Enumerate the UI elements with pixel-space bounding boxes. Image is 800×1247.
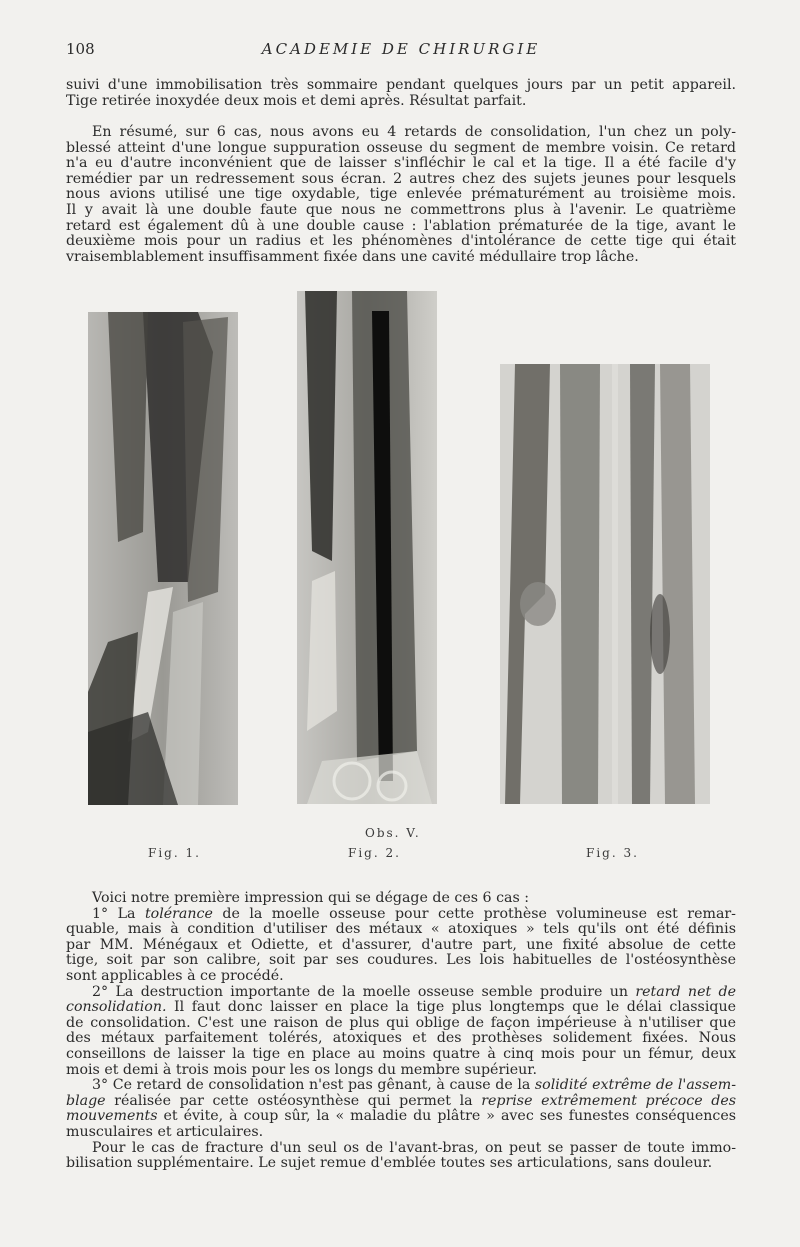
xray-figure-2 <box>297 291 437 804</box>
xray-figure-1 <box>88 312 238 805</box>
text-line: 1° La tolérance de la moelle osseuse pour cette prothèse volumineuse est remar- <box>92 905 736 922</box>
text-line: musculaires et articulaires. <box>66 1123 264 1140</box>
text-line: quable, mais à condition d'utiliser des métaux « atoxiques » tels qu'ils ont été définis <box>66 921 736 938</box>
text-line: par MM. Ménégaux et Odiette, et d'assurer, d'autre part, une fixité absolue de cette <box>66 936 736 953</box>
text-line: vraisemblablement insuffisamment fixée dans une cavité médullaire trop lâche. <box>66 248 639 265</box>
text-line: Il y avait là une double faute que nous ne commettrons plus à l'avenir. Le quatrième <box>66 201 736 218</box>
text-line: retard est également dû à une double cause : l'ablation prématurée de la tige, avant le <box>66 217 736 234</box>
text-line: blessé atteint d'une longue suppuration osseuse du segment de membre voisin. Ce retard <box>66 139 736 156</box>
text-line: nous avions utilisé une tige oxydable, tige enlevée prématurément au troisième mois. <box>66 186 736 203</box>
text-line: conseillons de laisser la tige en place au moins quatre à cinq mois pour un fémur, deux <box>66 1045 736 1062</box>
text-line: bilisation supplémentaire. Le sujet remue d'emblée toutes ses articulations, sans douleur. <box>66 1155 713 1172</box>
text-line: 2° La destruction importante de la moelle osseuse semble produire un retard net de <box>92 983 737 1000</box>
paragraph-2 <box>66 125 736 265</box>
xray-figure-3 <box>500 364 710 804</box>
text-line: suivi d'une immobilisation très sommaire pendant quelques jours par un petit appareil. <box>66 77 736 93</box>
text-line: deuxième mois pour un radius et les phénomènes d'intolérance de cette tige qui était <box>66 233 736 250</box>
text-line: 3° Ce retard de consolidation n'est pas gênant, à cause de la solidité extrême de l'assem- <box>92 1077 736 1094</box>
text-line: Voici notre première impression qui se dégage de ces 6 cas : <box>92 890 530 906</box>
text-line: remédier par un redressement sous écran. 2 autres chez des sujets jeunes pour lesquels <box>66 170 736 187</box>
text-line: En résumé, sur 6 cas, nous avons eu 4 retards de consolidation, l'un chez un poly- <box>92 124 736 140</box>
figure-3-caption: Fig. 3. <box>586 846 639 860</box>
text-line: des métaux parfaitement tolérés, atoxiques et des prothèses solidement fixées. Nous <box>66 1030 736 1047</box>
text-line: mouvements et évite, à coup sûr, la « maladie du plâtre » avec ses funestes conséquences <box>66 1108 736 1125</box>
paragraph-1 <box>66 78 736 109</box>
page-number: 108 <box>66 40 95 58</box>
text-line: blage réalisée par cette ostéosynthèse qui permet la reprise extrêmement précoce des <box>66 1092 737 1109</box>
figure-2-caption: Fig. 2. <box>348 846 401 860</box>
figure-obs-label: Obs. V. <box>365 826 421 840</box>
paragraph-3 <box>66 891 736 1172</box>
figure-1-caption: Fig. 1. <box>148 846 201 860</box>
text-line: mois et demi à trois mois pour les os longs du membre supérieur. <box>66 1061 538 1078</box>
text-line: n'a eu d'autre inconvénient que de laisser s'infléchir le cal et la tige. Il a été facile d'y <box>66 155 736 172</box>
running-head: ACADEMIE DE CHIRURGIE <box>261 40 541 58</box>
text-line: tige, soit par son calibre, soit par ses coudures. Les lois habituelles de l'ostéosynthèse <box>66 952 736 969</box>
text-line: sont applicables à ce procédé. <box>66 967 284 984</box>
page-header <box>66 40 736 60</box>
text-line: de consolidation. C'est une raison de plus qui oblige de façon impérieuse à n'utiliser que <box>66 1014 736 1031</box>
text-line: Tige retirée inoxydée deux mois et demi après. Résultat parfait. <box>66 92 527 109</box>
text-line: consolidation. Il faut donc laisser en place la tige plus longtemps que le délai classique <box>66 999 736 1016</box>
text-line: Pour le cas de fracture d'un seul os de l'avant-bras, on peut se passer de toute immo- <box>92 1139 736 1156</box>
